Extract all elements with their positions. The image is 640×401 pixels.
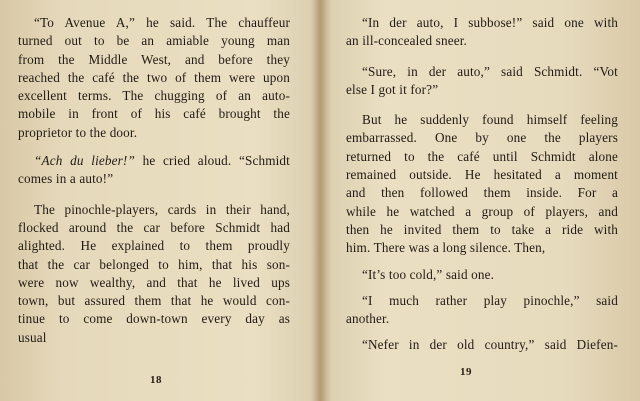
right-paragraph-3 <box>346 111 618 257</box>
text-line: turned out to be an amiable young man <box>18 33 290 49</box>
left-paragraph-3 <box>18 201 290 347</box>
text-line: town, but assured them that he would con- <box>18 293 290 309</box>
page-number-left: 18 <box>150 374 162 386</box>
text-line: returned to the café until Schmidt alone <box>346 148 618 164</box>
text-line: were now wealthy, and that he lived ups <box>18 274 290 290</box>
text-line: and then followed them inside. For a <box>346 185 618 201</box>
left-paragraph-1 <box>18 14 290 142</box>
right-paragraph-2 <box>346 63 618 100</box>
right-paragraph-4 <box>346 266 618 284</box>
text-line: reached the café the two of them were upon <box>18 69 290 85</box>
text-line: The pinochle-players, cards in their hand, <box>34 201 290 217</box>
text-line: him. There was a long silence. Then, <box>346 240 546 256</box>
text-line: from the Middle West, and before they <box>18 51 290 67</box>
text-line: “Ach du lieber!” he cried aloud. “Schmidt <box>34 153 290 169</box>
text-line: else I got it for?” <box>346 81 439 97</box>
right-paragraph-5 <box>346 292 618 329</box>
right-paragraph-1 <box>346 14 618 51</box>
text-line: while he watched a group of players, and <box>346 203 618 219</box>
text-line: “I much rather play pinochle,” said <box>362 292 618 308</box>
text-line: remained outside. He hesitated a moment <box>346 167 618 183</box>
text-line: then he invited them to take a ride with <box>346 221 618 237</box>
text-line: mobile in front of his café brought the <box>18 106 290 122</box>
text-line: that the car belonged to him, that his son- <box>18 256 290 272</box>
text-line: “In der auto, I subbose!” said one with <box>362 15 618 30</box>
text-line: proprietor to the door. <box>18 124 138 140</box>
text-line: flocked around the car before Schmidt had <box>18 219 290 235</box>
text-line: “Nefer in der old country,” said Diefen- <box>362 337 618 353</box>
left-page-text <box>18 14 290 347</box>
left-paragraph-2 <box>18 152 290 189</box>
text-line: another. <box>346 311 390 327</box>
text-line: excellent terms. The chugging of an auto- <box>18 88 290 104</box>
right-page <box>320 0 640 401</box>
text-line: embarrassed. One by one the players <box>346 130 618 146</box>
text-line: an ill-concealed sneer. <box>346 33 467 49</box>
text-line: comes in a auto!” <box>18 171 114 187</box>
text-line: But he suddenly found himself feeling <box>362 112 618 128</box>
right-paragraph-6 <box>346 336 618 354</box>
right-page-text <box>346 14 618 355</box>
text-line: “Sure, in der auto,” said Schmidt. “Vot <box>362 63 618 79</box>
text-line: “It’s too cold,” said one. <box>362 266 495 282</box>
page-number-right: 19 <box>460 366 472 378</box>
text-line: usual <box>18 329 47 345</box>
text-line: tinue to come down-town every day as <box>18 311 290 327</box>
text-line: alighted. He explained to them proudly <box>18 238 290 254</box>
text-line: “To Avenue A,” he said. The chauffeur <box>34 15 290 30</box>
